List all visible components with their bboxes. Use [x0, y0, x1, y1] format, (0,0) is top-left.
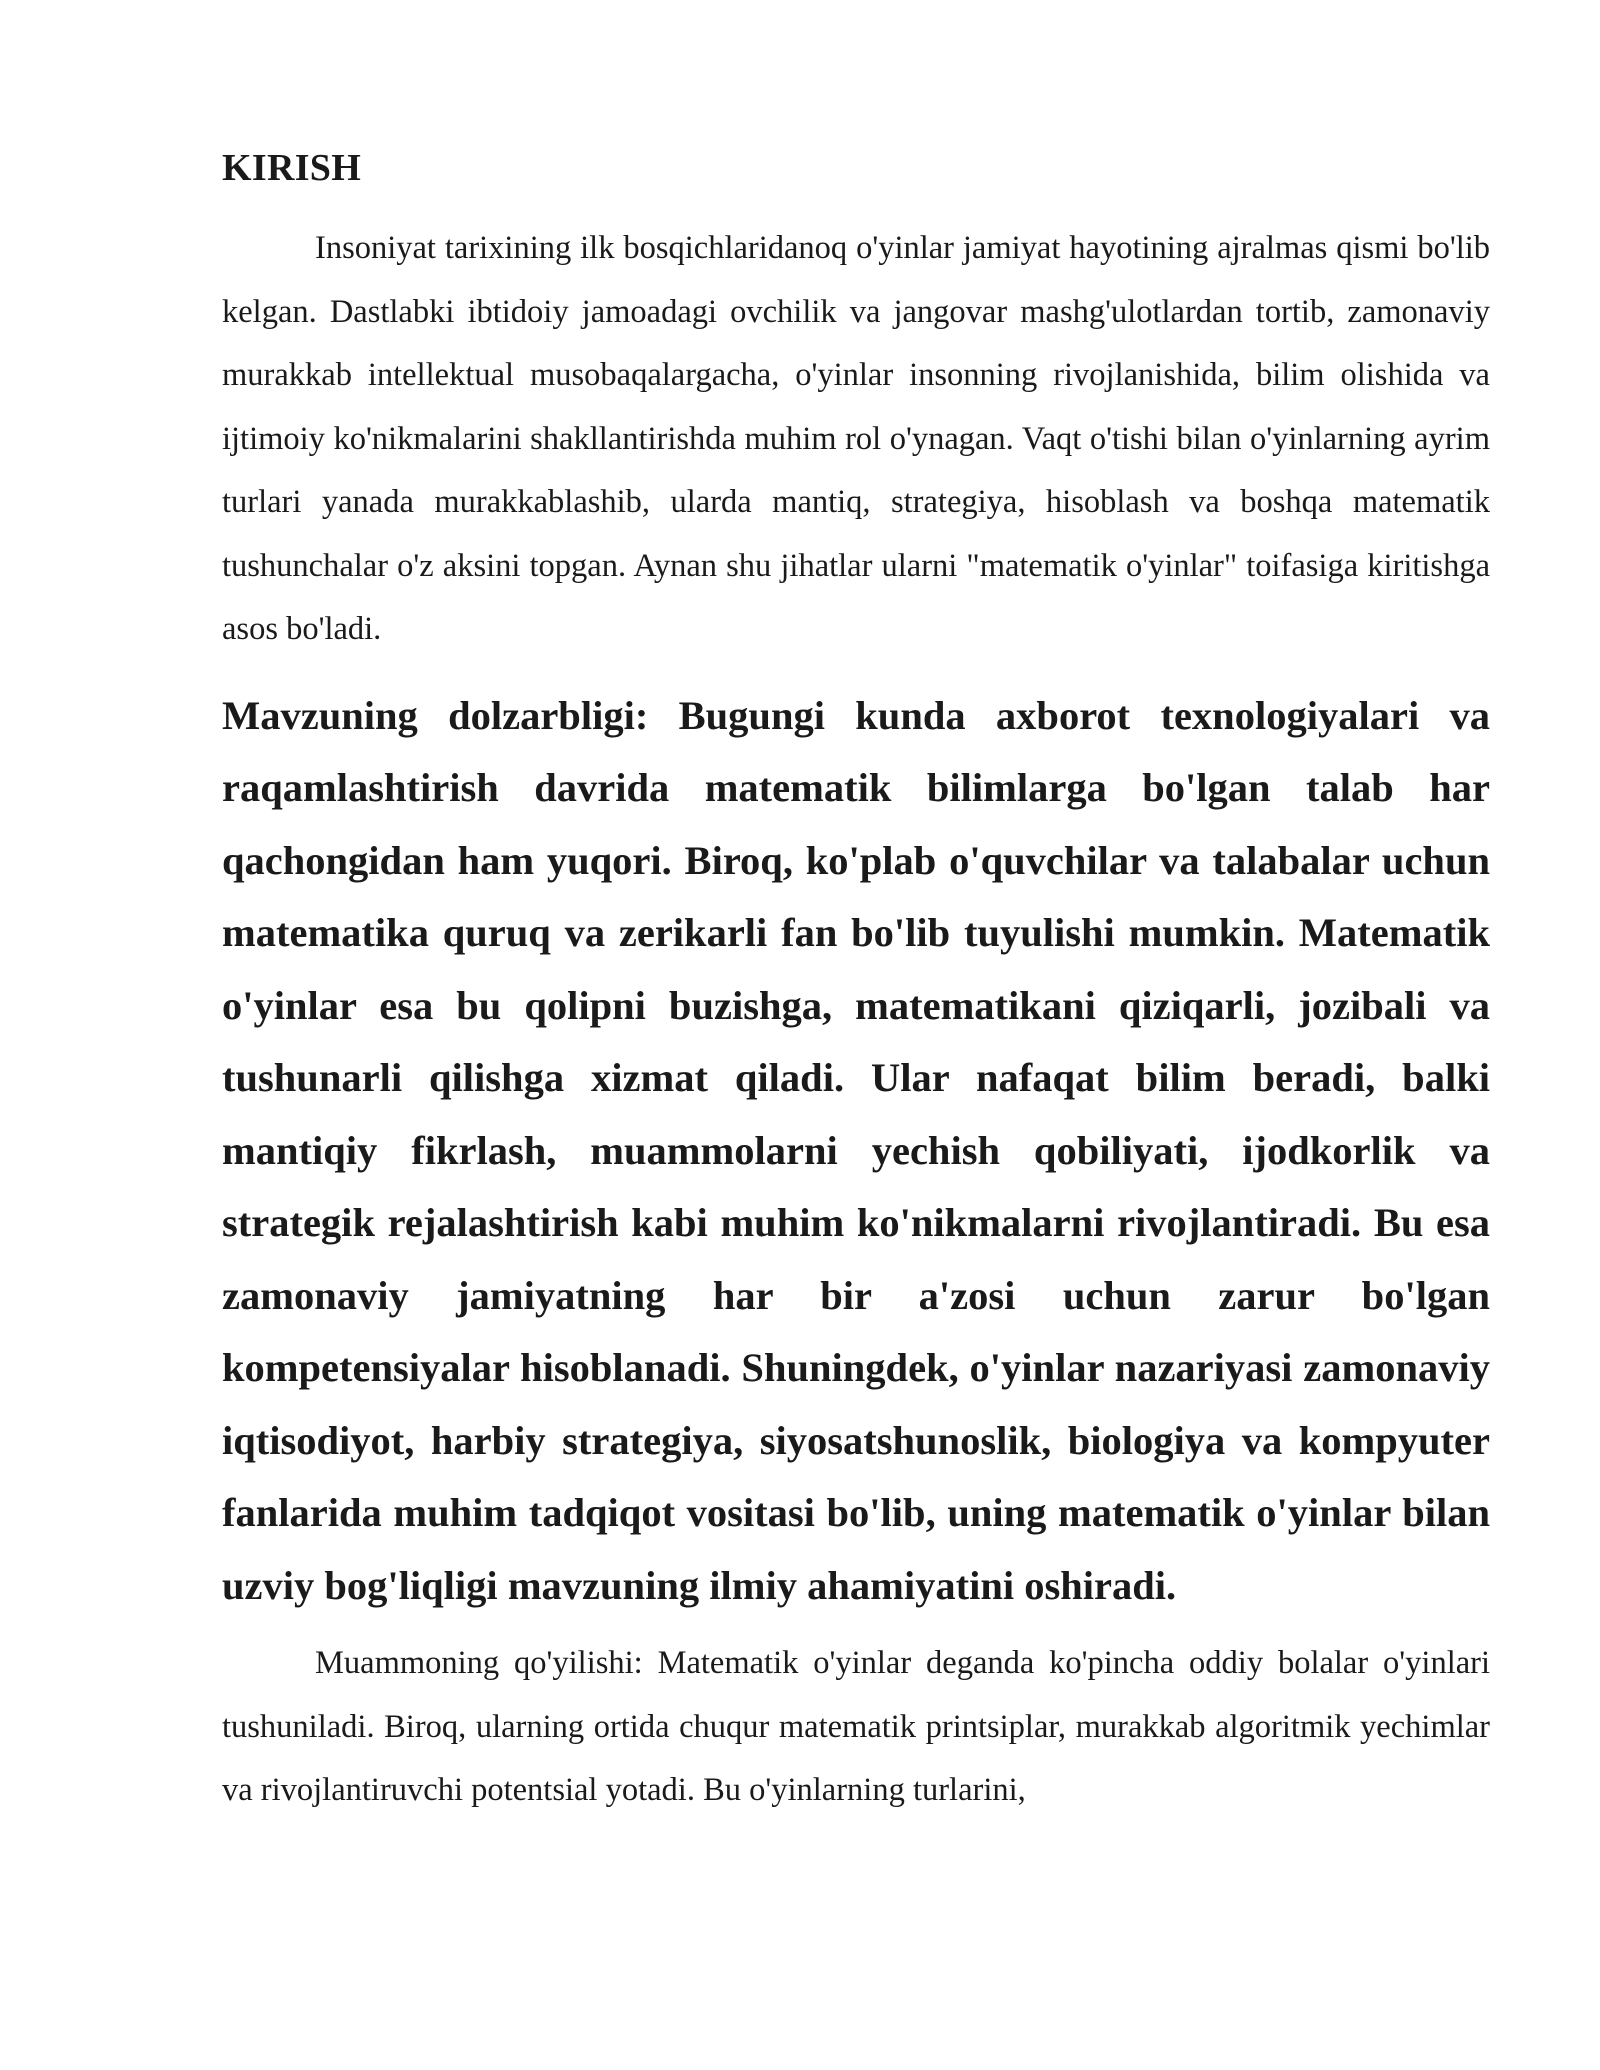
intro-paragraph: Insoniyat tarixining ilk bosqichlaridanoq o'yinlar jamiyat hayotining ajralmas qismi bo'lib kelgan. Dastlabki ibtidoiy jamoadagi ovchilik va jangovar mashg'ulotlardan tortib, zamonaviy murakkab intellektual musobaqalargacha, o'yinlar insonning rivojlanishida, bilim olishida va ijtimoiy ko'nikmalarini shakllantirishda muhim rol o'ynagan. Vaqt o'tishi bilan o'yinlarning ayrim turlari yanada murakkablashib, ularda mantiq, strategiya, hisoblash va boshqa matematik tushunchalar o'z aksini topgan. Aynan shu jihatlar ularni "matematik o'yinlar" toifasiga kiritishga asos bo'ladi. [222, 230, 1490, 647]
section-heading: KIRISH [222, 147, 362, 189]
document-page [222, 145, 1490, 1823]
problem-statement-paragraph: Muammoning qo'yilishi: Matematik o'yinlar deganda ko'pincha oddiy bolalar o'yinlari tushuniladi. Biroq, ularning ortida chuqur matematik printsiplar, murakkab algoritmik yechimlar va rivojlantiruvchi potentsial yotadi. Bu o'yinlarning turlarini, [222, 1645, 1490, 1808]
relevance-paragraph: Mavzuning dolzarbligi: Bugungi kunda axborot texnologiyalari va raqamlashtirish davrida matematik bilimlarga bo'lgan talab har qachongidan ham yuqori. Biroq, ko'plab o'quvchilar va talabalar uchun matematika quruq va zerikarli fan bo'lib tuyulishi mumkin. Matematik o'yinlar esa bu qolipni buzishga, matematikani qiziqarli, jozibali va tushunarli qilishga xizmat qiladi. Ular nafaqat bilim beradi, balki mantiqiy fikrlash, muammolarni yechish qobiliyati, ijodkorlik va strategik rejalashtirish kabi muhim ko'nikmalarni rivojlantiradi. Bu esa zamonaviy jamiyatning har bir a'zosi uchun zarur bo'lgan kompetensiyalar hisoblanadi. Shuningdek, o'yinlar nazariyasi zamonaviy iqtisodiyot, harbiy strategiya, siyosatshunoslik, biologiya va kompyuter fanlarida muhim tadqiqot vositasi bo'lib, uning matematik o'yinlar bilan uzviy bog'liqligi mavzuning ilmiy ahamiyatini oshiradi. [222, 692, 1490, 1608]
